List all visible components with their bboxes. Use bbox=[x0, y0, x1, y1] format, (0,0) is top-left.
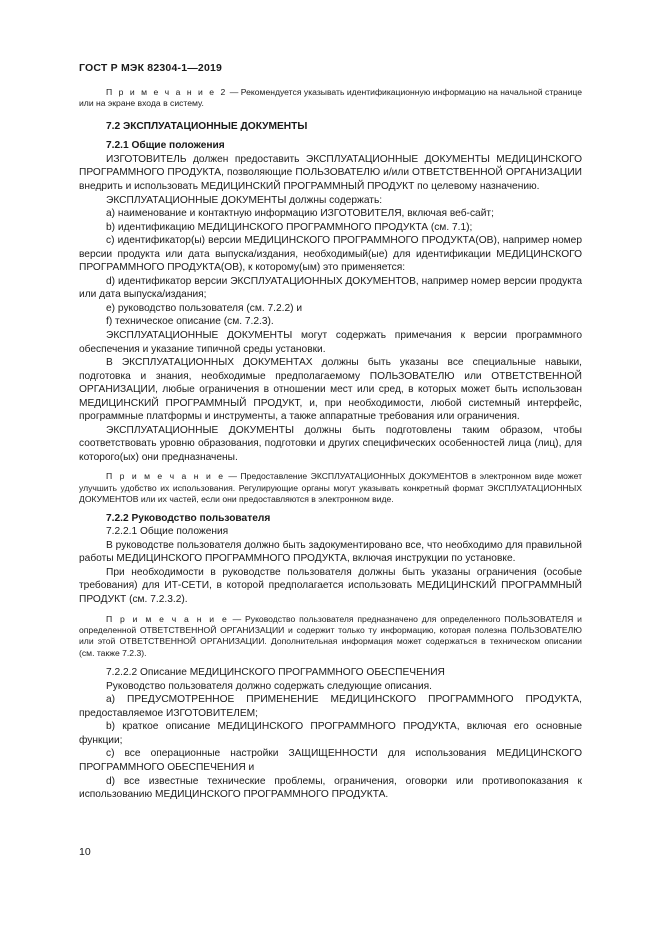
list-item: c) все операционные настройки ЗАЩИЩЕННОСТИ для использования МЕДИЦИНСКОГО ПРОГРАММНОГО ОБЕСПЕЧЕНИЯ и bbox=[79, 748, 582, 773]
list-item: a) наименование и контактную информацию ИЗГОТОВИТЕЛЯ, включая веб-сайт; bbox=[106, 208, 494, 220]
paragraph: Руководство пользователя должно содержать следующие описания. bbox=[106, 680, 432, 692]
list-item: f) техническое описание (см. 7.2.3). bbox=[106, 316, 274, 328]
list-item: e) руководство пользователя (см. 7.2.2) и bbox=[106, 302, 303, 314]
list-item: b) краткое описание МЕДИЦИНСКОГО ПРОГРАММНОГО ПРОДУКТА, включая его основные функции; bbox=[79, 721, 582, 746]
subsection-heading-7-2-2-1: 7.2.2.1 Общие положения bbox=[106, 526, 229, 538]
note-1 bbox=[79, 87, 582, 110]
page-number: 10 bbox=[79, 846, 91, 858]
document-body bbox=[79, 87, 582, 802]
paragraph: ЭКСПЛУАТАЦИОННЫЕ ДОКУМЕНТЫ должны содержать: bbox=[106, 194, 383, 206]
note-2 bbox=[79, 471, 582, 505]
note-label: П р и м е ч а н и е bbox=[106, 471, 225, 482]
note-text: — Рекомендуется указывать идентификационную информацию на начальной странице или на экране входа в систему. bbox=[79, 87, 582, 109]
note-label: П р и м е ч а н и е 2 bbox=[106, 87, 228, 97]
paragraph: В руководстве пользователя должно быть задокументировано все, что необходимо для правильной работы МЕДИЦИНСКОГО ПРОГРАММНОГО ПРОДУКТА, включая инструкции по установке. bbox=[79, 539, 582, 565]
paragraph: В ЭКСПЛУАТАЦИОННЫХ ДОКУМЕНТАХ должны быть указаны все специальные навыки, подготовка и знания, необходимые предполагаемому ПОЛЬЗОВАТЕЛЮ или ОТВЕТСТВЕННОЙ ОРГАНИЗАЦИИ, любые ограничения в отношении мест или сред, в которых может быть использован МЕДИЦИНСКИЙ ПРОГРАММНЫЙ ПРОДУКТ, и, при необходимости, любой системный интерфейс, программные платформы и инструменты, а также аппаратные требования или ограничения. bbox=[79, 357, 582, 423]
section-heading-7-2: 7.2 ЭКСПЛУАТАЦИОННЫЕ ДОКУМЕНТЫ bbox=[106, 120, 308, 132]
list-item: b) идентификацию МЕДИЦИНСКОГО ПРОГРАММНОГО ПРОДУКТА (см. 7.1); bbox=[106, 221, 473, 233]
paragraph: ИЗГОТОВИТЕЛЬ должен предоставить ЭКСПЛУАТАЦИОННЫЕ ДОКУМЕНТЫ МЕДИЦИНСКОГО ПРОГРАММНОГО ПРОДУКТА, позволяющие ПОЛЬЗОВАТЕЛЮ и/или ОТВЕТСТВЕННОЙ ОРГАНИЗАЦИИ внедрить и использовать МЕДИЦИНСКИЙ ПРОГРАММНЫЙ ПРОДУКТ по целевому назначению. bbox=[79, 153, 582, 192]
section-heading-7-2-2: 7.2.2 Руководство пользователя bbox=[106, 512, 271, 524]
paragraph: При необходимости в руководстве пользователя должны быть указаны ограничения (особые требования) для ИТ-СЕТИ, в которой предполагается использовать МЕДИЦИНСКИЙ ПРОГРАММНЫЙ ПРОДУКТ (см. 7.2.3.2). bbox=[79, 566, 582, 605]
list-item: d) идентификатор версии ЭКСПЛУАТАЦИОННЫХ ДОКУМЕНТОВ, например номер версии продукта или дата выпуска/издания; bbox=[79, 275, 582, 301]
note-text: — Руководство пользователя предназначено для определенного ПОЛЬЗОВАТЕЛЯ и определенной ОТВЕТСТВЕННОЙ ОРГАНИЗАЦИИ и содержит только ту информацию, которая полезна ПОЛЬЗОВАТЕЛЮ или этой ОТВЕТСТВЕННОЙ ОРГАНИЗАЦИИ. Дополнительная информация может содержаться в техническом описании (см. также 7.2.3). bbox=[79, 613, 582, 658]
subsection-heading-7-2-2-2: 7.2.2.2 Описание МЕДИЦИНСКОГО ПРОГРАММНОГО ОБЕСПЕЧЕНИЯ bbox=[106, 667, 445, 679]
note-3 bbox=[79, 614, 582, 660]
list-item: c) идентификатор(ы) версии МЕДИЦИНСКОГО ПРОГРАММНОГО ПРОДУКТА(ОВ), например номер версии продукта или дата выпуска/издания, необходимый(ые) для идентификации МЕДИЦИНСКОГО ПРОГРАММНОГО ПРОДУКТА(ОВ), к которому(ым) это применяется: bbox=[79, 235, 582, 274]
paragraph: ЭКСПЛУАТАЦИОННЫЕ ДОКУМЕНТЫ должны быть подготовлены таким образом, чтобы соответствовать уровню образования, подготовки и других специфических особенностей лица (лиц), для которого(ых) они предназначены. bbox=[79, 424, 582, 463]
note-text: — Предоставление ЭКСПЛУАТАЦИОННЫХ ДОКУМЕНТОВ в электронном виде может улучшить удобство их использования. Регулирующие органы могут указывать конкретный формат ЭКСПЛУАТАЦИОННЫХ ДОКУМЕНТОВ или их частей, если они предоставляются в электронном виде. bbox=[79, 471, 583, 505]
list-item: a) ПРЕДУСМОТРЕННОЕ ПРИМЕНЕНИЕ МЕДИЦИНСКОГО ПРОГРАММНОГО ПРОДУКТА, предоставляемое ИЗГОТОВИТЕЛЕМ; bbox=[79, 694, 582, 719]
section-heading-7-2-1: 7.2.1 Общие положения bbox=[106, 140, 225, 152]
document-header: ГОСТ Р МЭК 82304-1—2019 bbox=[79, 62, 223, 74]
list-item: d) все известные технические проблемы, ограничения, оговорки или противопоказания к использованию МЕДИЦИНСКОГО ПРОГРАММНОГО ПРОДУКТА. bbox=[79, 775, 582, 801]
paragraph: ЭКСПЛУАТАЦИОННЫЕ ДОКУМЕНТЫ могут содержать примечания к версии программного обеспечения и указание типичной среды установки. bbox=[79, 330, 582, 355]
note-label: П р и м е ч а н и е bbox=[106, 613, 229, 624]
